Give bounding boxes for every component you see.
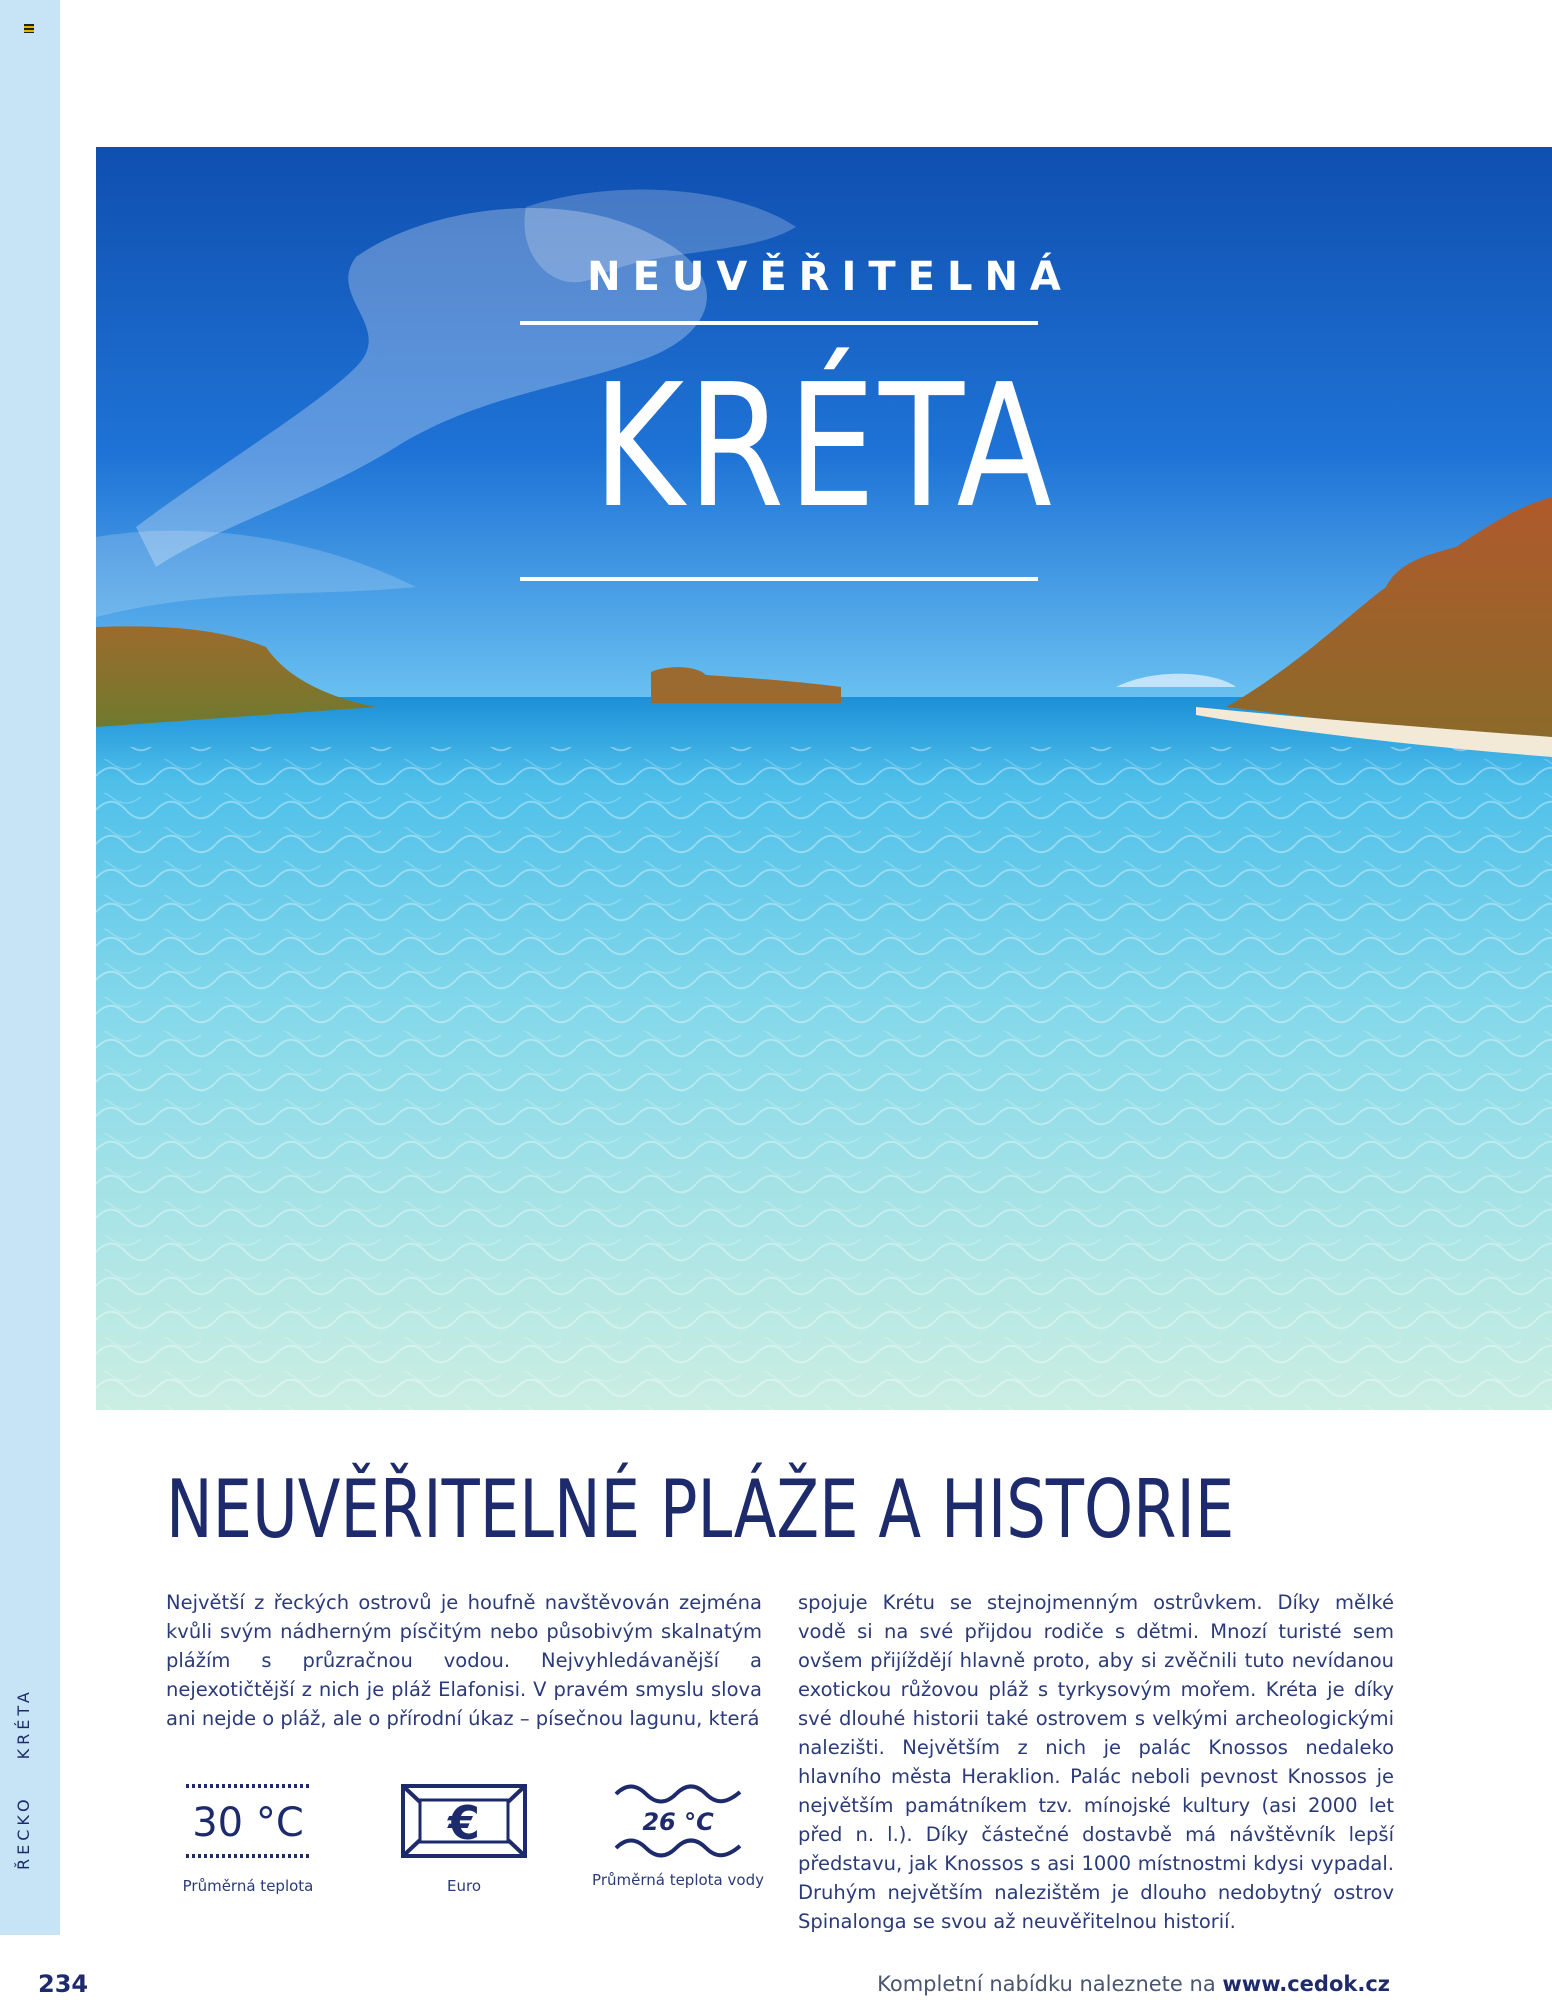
beach-photo-illustration xyxy=(96,147,1552,1410)
hero-photo xyxy=(96,147,1552,1410)
hero-title: KRÉTA xyxy=(592,348,1056,546)
footer-promo xyxy=(877,1972,1390,1996)
flag-icon xyxy=(24,24,34,33)
side-section-label xyxy=(14,1550,40,1870)
fact-temperature xyxy=(158,1782,338,1896)
fact-water-value: 26 °C xyxy=(642,1808,714,1836)
fact-currency-label: Euro xyxy=(447,1877,481,1895)
fact-water xyxy=(588,1782,768,1890)
fact-temperature-value: 30 °C xyxy=(192,1800,304,1846)
body-column-left: Největší z řeckých ostrovů je houfně navštěvován zejména kvůli svým nádherným písčitým nebo působivým skalnatým plážím s průzračnou vodou. Nejvyhledávanější a nejexotičtější z nich je pláž Elafonisi. V pravém smyslu slova ani nejde o pláž, ale o přírodní úkaz – písečnou lagunu, která xyxy=(166,1591,762,1730)
body-column-right: spojuje Krétu se stejnojmenným ostrůvkem. Díky mělké vodě si na své přijdou rodiče s dětmi. Mnozí turisté sem ovšem přijíždějí hlavně proto, aby si zvěčnili tuto nevídanou exotickou růžovou pláž s tyrkysovým mořem. Kréta je díky své dlouhé historii také ostrovem s velkými archeologickými nalezišti. Největším z nich je palác Knossos nedaleko hlavního města Heraklion. Palác neboli pevnost Knossos je největším památníkem tzv. mínojské kultury (asi 2000 let před n. l.). Díky částečné dostavbě má návštěvník lepší představu, jak Knossos s asi 1000 místnostmi kdysi vypadal. Druhým největším nalezištěm je dlouho nedobytný ostrov Spinalonga se svou až neuvěřitelnou historií. xyxy=(798,1591,1394,1933)
fact-temperature-label: Průměrná teplota xyxy=(182,1877,314,1895)
article-headline: NEUVĚŘITELNÉ PLÁŽE A HISTORIE xyxy=(166,1463,1235,1556)
side-label-country: ŘECKO xyxy=(14,1795,33,1870)
footer-website-link[interactable]: www.cedok.cz xyxy=(1222,1972,1390,1996)
footer-text: Kompletní nabídku naleznete na xyxy=(877,1972,1216,1996)
fact-currency-symbol: € xyxy=(447,1796,481,1850)
hero-kicker: NEUVĚŘITELNÁ xyxy=(587,254,1073,300)
fact-currency xyxy=(374,1782,554,1896)
waves-icon xyxy=(614,1782,742,1860)
side-strip xyxy=(0,0,60,1935)
thermometer-dotted-icon xyxy=(184,1782,312,1860)
page-number: 234 xyxy=(38,1970,89,1998)
fact-water-label: Průměrná teplota vody xyxy=(592,1871,764,1889)
side-label-region: KRÉTA xyxy=(14,1688,33,1760)
banknote-euro-icon xyxy=(400,1782,528,1860)
